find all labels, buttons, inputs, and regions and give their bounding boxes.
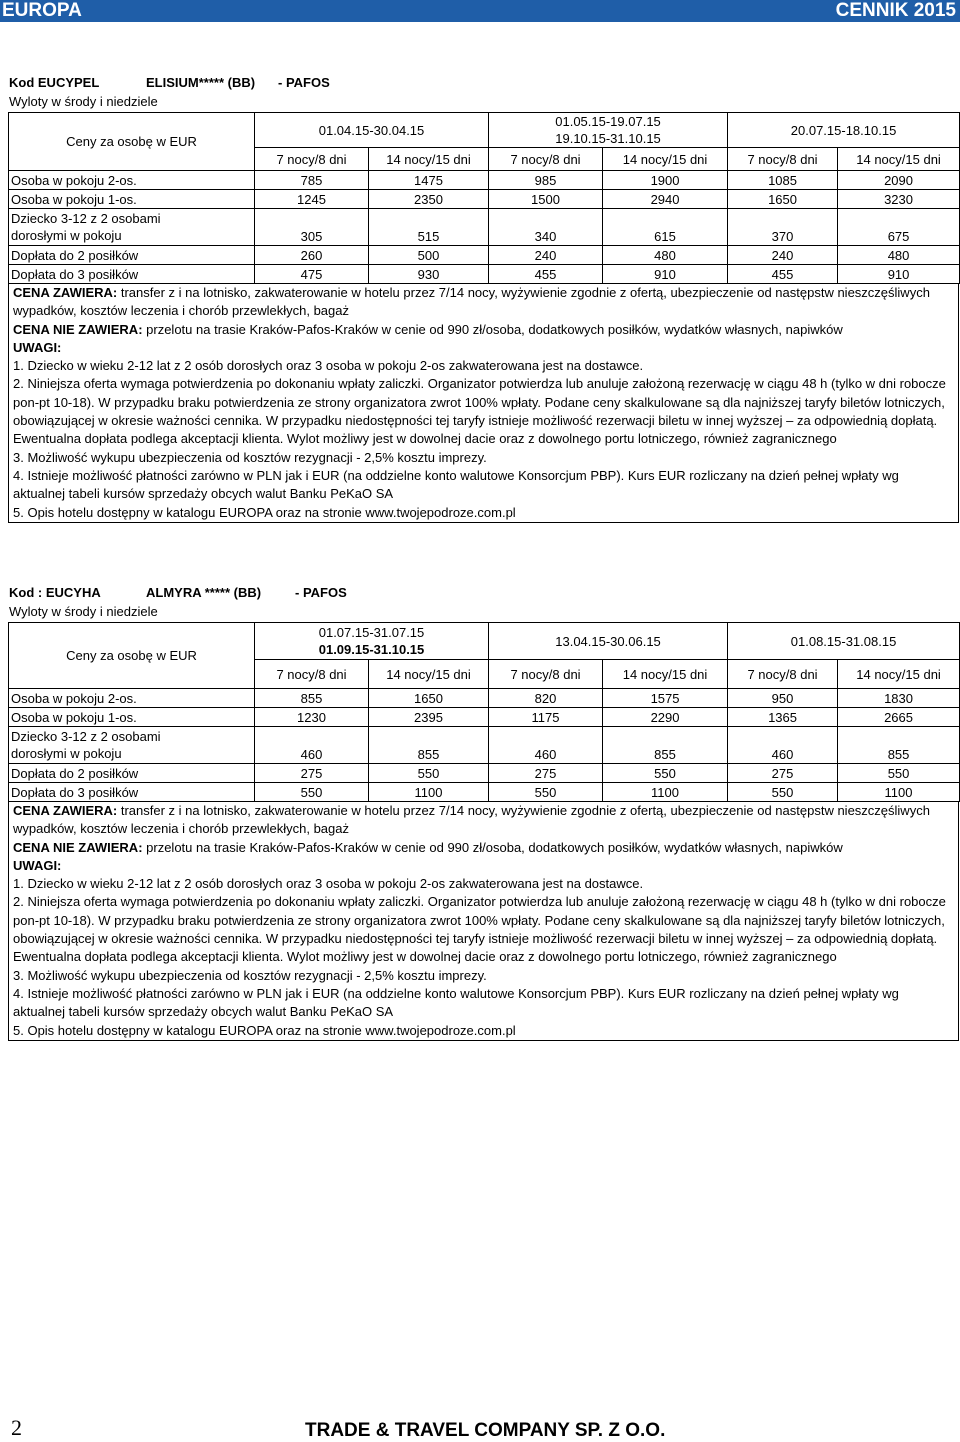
note-item: 3. Możliwość wykupu ubezpieczenia od kosztów rezygnacji - 2,5% kosztu imprezy. [13, 449, 487, 465]
price-cell: 1230 [255, 708, 369, 727]
price-cell: 985 [489, 171, 603, 190]
duration-cell: 7 nocy/8 dni [255, 148, 369, 171]
note-item: 1. Dziecko w wieku 2-12 lat z 2 osób dorosłych oraz 3 osoba w pokoju 2-os zakwaterowana jest na dostawce. [13, 358, 644, 374]
table-row [9, 246, 960, 265]
price-cell: 1175 [489, 708, 603, 727]
duration-cell: 14 nocy/15 dni [603, 660, 728, 689]
table-row [9, 190, 960, 209]
price-cell: 1650 [369, 689, 489, 708]
price-cell: 475 [255, 265, 369, 284]
includes-text: CENA ZAWIERA: transfer z i na lotnisko, zakwaterowanie w hotelu przez 7/14 nocy, wyżywienie zgodnie z ofertą, ubezpieczenie od następstw nieszczęśliwych wypadków, kosztów leczenia i chorób przewlekłych, bagaż [13, 803, 930, 837]
offer-block-almyra [8, 583, 959, 1041]
row-label: Dopłata do 2 posiłków [9, 246, 255, 265]
offer-code: Kod : EUCYHA [9, 585, 101, 600]
price-cell: 550 [369, 764, 489, 783]
offer-location: - PAFOS [278, 75, 330, 90]
price-cell: 1650 [728, 190, 838, 209]
offer-hotel: ALMYRA ***** (BB) [146, 585, 262, 600]
price-cell: 855 [255, 689, 369, 708]
price-cell: 910 [603, 265, 728, 284]
price-cell: 675 [838, 209, 960, 246]
offer-title-line [8, 583, 959, 603]
price-cell: 550 [603, 764, 728, 783]
duration-cell: 14 nocy/15 dni [369, 660, 489, 689]
row-label: Dziecko 3-12 z 2 osobami dorosłymi w pokoju [9, 209, 255, 246]
price-cell: 1500 [489, 190, 603, 209]
price-cell: 480 [838, 246, 960, 265]
notes-heading: UWAGI: [13, 857, 62, 873]
note-item: 4. Istnieje możliwość płatności zarówno w PLN jak i EUR (na oddzielne konto walutowe Konsorcjum PBP). Kurs EUR rozliczany na dzień pełnej wpłaty wg aktualnej tabeli kursów sprzedaży obcych walut Banku PeKaO SA [13, 467, 899, 502]
note-item: 2. Niniejsza oferta wymaga potwierdzenia po dokonaniu wpłaty zaliczki. Organizator potwierdza lub anuluje założoną rezerwację w ciągu 48 h (tylko w dni robocze pon-pt 10-18). W przypadku braku potwierdzenia ze strony organizatora zwrot 100% wpłaty. Podane ceny skalkulowane są dla najniższej taryfy biletów lotniczych, obowiązującej w okresie ważności cennika. W przypadku niedostępności tej taryfy istnieje możliwość rezerwacji biletu w innej wyższej – za odpowiednią dopłatą. Ewentualna dopłata podlega akceptacji klienta. Wylot możliwy jest w dowolnej dacie oraz z dowolnego portu lotniczego, również zagranicznego [13, 894, 946, 965]
note-item: 3. Możliwość wykupu ubezpieczenia od kosztów rezygnacji - 2,5% kosztu imprezy. [13, 967, 487, 983]
duration-cell: 14 nocy/15 dni [603, 148, 728, 171]
duration-cell: 7 nocy/8 dni [728, 148, 838, 171]
duration-cell: 7 nocy/8 dni [728, 660, 838, 689]
offer-notes [8, 284, 959, 523]
price-cell: 1100 [603, 783, 728, 802]
price-cell: 370 [728, 209, 838, 246]
price-table [8, 622, 960, 802]
price-cell: 3230 [838, 190, 960, 209]
price-cell: 1365 [728, 708, 838, 727]
table-row [9, 689, 960, 708]
table-row [9, 727, 960, 764]
price-cell: 550 [838, 764, 960, 783]
price-cell: 820 [489, 689, 603, 708]
offer-location: - PAFOS [295, 585, 347, 600]
offer-title-line [8, 73, 959, 93]
price-cell: 550 [255, 783, 369, 802]
price-cell: 2350 [369, 190, 489, 209]
price-cell: 1475 [369, 171, 489, 190]
table-row [9, 209, 960, 246]
table-row [9, 783, 960, 802]
price-cell: 1100 [838, 783, 960, 802]
note-item: 5. Opis hotelu dostępny w katalogu EUROPA oraz na stronie www.twojepodroze.com.pl [13, 1022, 516, 1038]
price-cell: 275 [255, 764, 369, 783]
offer-code: Kod EUCYPEL [9, 75, 100, 90]
offer-flight-days: Wyloty w środy i niedziele [9, 94, 158, 109]
price-table [8, 112, 960, 284]
price-cell: 550 [489, 783, 603, 802]
price-cell: 340 [489, 209, 603, 246]
price-cell: 1245 [255, 190, 369, 209]
row-label: Osoba w pokoju 1-os. [9, 190, 255, 209]
period-2: 01.05.15-19.07.15 19.10.15-31.10.15 [489, 113, 728, 148]
price-cell: 500 [369, 246, 489, 265]
price-label-cell: Ceny za osobę w EUR [9, 623, 255, 689]
row-label: Dopłata do 2 posiłków [9, 764, 255, 783]
period-1: 01.04.15-30.04.15 [255, 113, 489, 148]
table-row [9, 764, 960, 783]
price-cell: 275 [489, 764, 603, 783]
price-cell: 305 [255, 209, 369, 246]
price-cell: 260 [255, 246, 369, 265]
excludes-text: CENA NIE ZAWIERA: przelotu na trasie Kraków-Pafos-Kraków w cenie od 990 zł/osoba, dodatkowych posiłków, wydatków własnych, napiwków [13, 839, 843, 855]
period-3: 20.07.15-18.10.15 [728, 113, 960, 148]
table-row [9, 171, 960, 190]
price-cell: 2395 [369, 708, 489, 727]
row-label: Osoba w pokoju 2-os. [9, 171, 255, 190]
note-item: 4. Istnieje możliwość płatności zarówno w PLN jak i EUR (na oddzielne konto walutowe Konsorcjum PBP). Kurs EUR rozliczany na dzień pełnej wpłaty wg aktualnej tabeli kursów sprzedaży obcych walut Banku PeKaO SA [13, 985, 899, 1020]
excludes-text: CENA NIE ZAWIERA: przelotu na trasie Kraków-Pafos-Kraków w cenie od 990 zł/osoba, dodatkowych posiłków, wydatków własnych, napiwków [13, 321, 843, 337]
price-cell: 550 [728, 783, 838, 802]
period-1: 01.07.15-31.07.15 01.09.15-31.10.15 [255, 623, 489, 660]
price-cell: 2090 [838, 171, 960, 190]
price-cell: 855 [369, 727, 489, 764]
price-cell: 2665 [838, 708, 960, 727]
price-cell: 930 [369, 265, 489, 284]
table-row [9, 708, 960, 727]
offer-hotel: ELISIUM***** (BB) [146, 75, 256, 90]
price-cell: 1085 [728, 171, 838, 190]
duration-cell: 14 nocy/15 dni [369, 148, 489, 171]
price-cell: 480 [603, 246, 728, 265]
period-2: 13.04.15-30.06.15 [489, 623, 728, 660]
note-item: 2. Niniejsza oferta wymaga potwierdzenia po dokonaniu wpłaty zaliczki. Organizator potwierdza lub anuluje założoną rezerwację w ciągu 48 h (tylko w dni robocze pon-pt 10-18). W przypadku braku potwierdzenia ze strony organizatora zwrot 100% wpłaty. Podane ceny skalkulowane są dla najniższej taryfy biletów lotniczych, obowiązującej w okresie ważności cennika. W przypadku niedostępności tej taryfy istnieje możliwość rezerwacji biletu w innej wyższej – za odpowiednią dopłatą. Ewentualna dopłata podlega akceptacji klienta. Wylot możliwy jest w dowolnej dacie oraz z dowolnego portu lotniczego, również zagranicznego [13, 376, 946, 447]
note-item: 1. Dziecko w wieku 2-12 lat z 2 osób dorosłych oraz 3 osoba w pokoju 2-os zakwaterowana jest na dostawce. [13, 876, 644, 892]
price-cell: 455 [489, 265, 603, 284]
offer-notes [8, 802, 959, 1041]
offer-block-elisium [8, 73, 959, 523]
duration-cell: 14 nocy/15 dni [838, 660, 960, 689]
row-label: Osoba w pokoju 1-os. [9, 708, 255, 727]
price-cell: 785 [255, 171, 369, 190]
price-cell: 1900 [603, 171, 728, 190]
price-cell: 460 [255, 727, 369, 764]
price-cell: 950 [728, 689, 838, 708]
note-item: 5. Opis hotelu dostępny w katalogu EUROPA oraz na stronie www.twojepodroze.com.pl [13, 504, 516, 520]
price-cell: 1575 [603, 689, 728, 708]
price-cell: 855 [838, 727, 960, 764]
price-cell: 240 [489, 246, 603, 265]
duration-cell: 7 nocy/8 dni [255, 660, 369, 689]
notes-heading: UWAGI: [13, 339, 62, 355]
duration-cell: 7 nocy/8 dni [489, 660, 603, 689]
duration-cell: 14 nocy/15 dni [838, 148, 960, 171]
period-3: 01.08.15-31.08.15 [728, 623, 960, 660]
row-label: Dopłata do 3 posiłków [9, 783, 255, 802]
duration-cell: 7 nocy/8 dni [489, 148, 603, 171]
price-cell: 455 [728, 265, 838, 284]
offer-flight-days: Wyloty w środy i niedziele [9, 604, 158, 619]
price-cell: 2290 [603, 708, 728, 727]
row-label: Osoba w pokoju 2-os. [9, 689, 255, 708]
price-cell: 460 [728, 727, 838, 764]
page-header [0, 0, 960, 22]
page-number: 2 [11, 1415, 22, 1440]
price-cell: 1830 [838, 689, 960, 708]
price-cell: 275 [728, 764, 838, 783]
company-name: TRADE & TRAVEL COMPANY SP. Z O.O. [305, 1420, 666, 1441]
price-cell: 2940 [603, 190, 728, 209]
price-cell: 515 [369, 209, 489, 246]
price-cell: 240 [728, 246, 838, 265]
row-label: Dziecko 3-12 z 2 osobami dorosłymi w pokoju [9, 727, 255, 764]
price-cell: 460 [489, 727, 603, 764]
includes-text: CENA ZAWIERA: transfer z i na lotnisko, zakwaterowanie w hotelu przez 7/14 nocy, wyżywienie zgodnie z ofertą, ubezpieczenie od następstw nieszczęśliwych wypadków, kosztów leczenia i chorób przewlekłych, bagaż [13, 285, 930, 319]
row-label: Dopłata do 3 posiłków [9, 265, 255, 284]
price-cell: 1100 [369, 783, 489, 802]
header-pricelist-title: CENNIK 2015 [835, 0, 956, 21]
price-label-cell: Ceny za osobę w EUR [9, 113, 255, 171]
price-cell: 615 [603, 209, 728, 246]
table-row [9, 265, 960, 284]
price-cell: 855 [603, 727, 728, 764]
header-brand: EUROPA [2, 0, 82, 21]
price-cell: 910 [838, 265, 960, 284]
